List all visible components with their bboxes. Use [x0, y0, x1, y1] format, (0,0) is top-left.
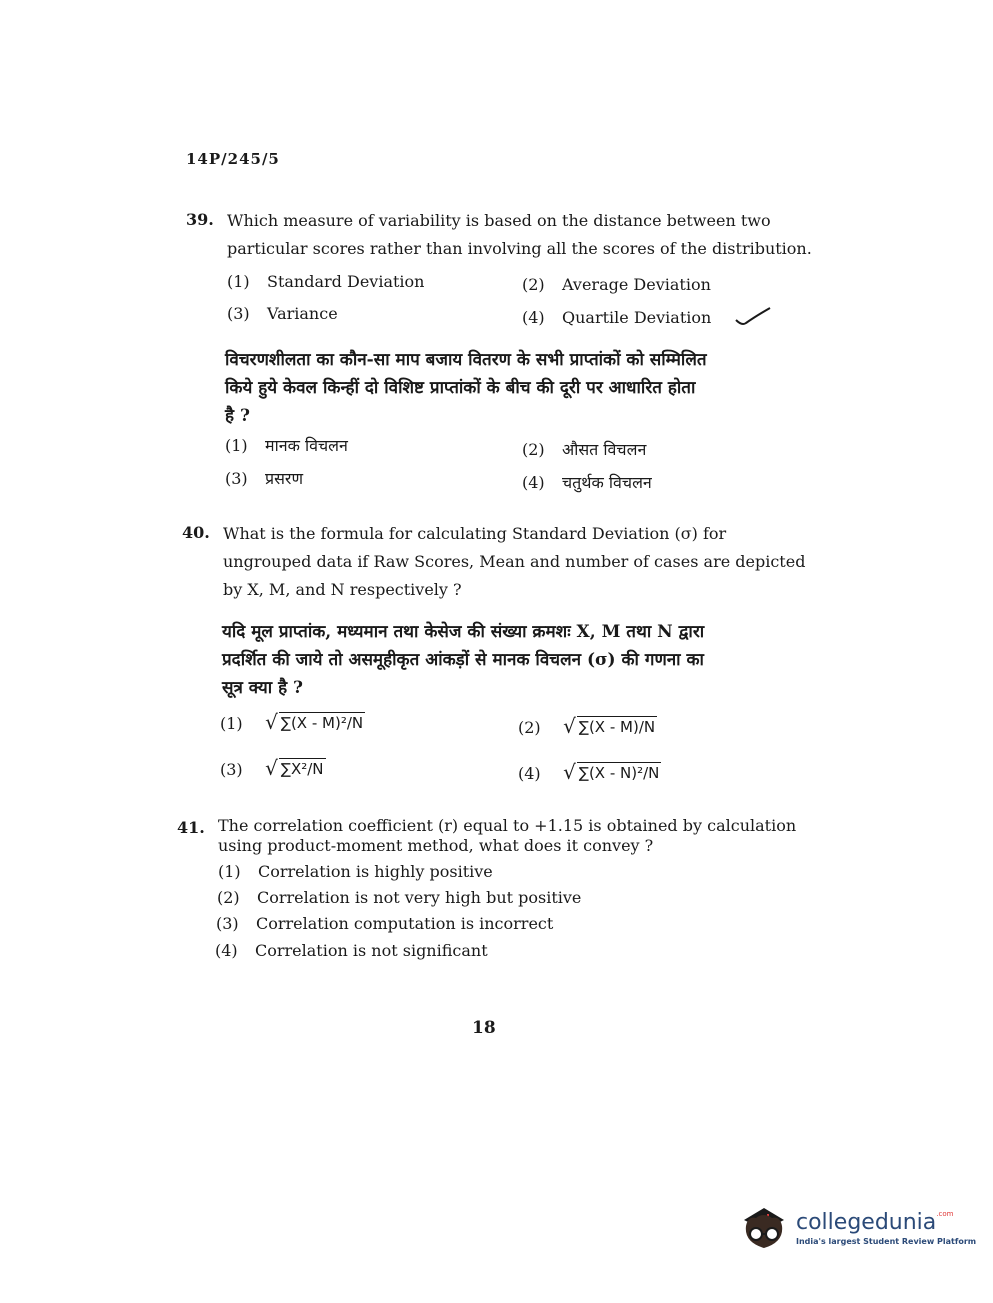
- q39-option-1[interactable]: [227, 272, 424, 291]
- option-number: (2): [518, 718, 541, 737]
- option-number: (3): [225, 469, 248, 488]
- q39-hindi-option-4[interactable]: [522, 471, 652, 493]
- formula-text: ∑(X - M)²/N: [280, 714, 364, 732]
- option-number: (2): [522, 440, 545, 459]
- option-formula: [265, 712, 365, 732]
- q41-option-2[interactable]: [217, 888, 581, 907]
- q39-text-line: Which measure of variability is based on the distance between two: [227, 211, 771, 230]
- option-number: (2): [217, 888, 240, 907]
- q39-option-4[interactable]: [522, 308, 711, 327]
- option-label: Variance: [267, 304, 338, 323]
- sqrt-icon: √: [563, 760, 576, 784]
- formula-text: ∑(X - N)²/N: [578, 764, 660, 782]
- option-number: (4): [522, 473, 545, 492]
- logo-text: [796, 1210, 976, 1246]
- option-label: Correlation is not very high but positive: [257, 888, 582, 907]
- q40-hindi-line: यदि मूल प्राप्तांक, मध्यमान तथा केसेज की संख्या क्रमशः X, M तथा N द्वारा: [222, 622, 705, 642]
- q39-hindi-line: किये हुये केवल किन्हीं दो विशिष्ट प्राप्तांकों के बीच की दूरी पर आधारित होता: [225, 378, 696, 398]
- q40-text: [223, 520, 815, 604]
- q39-hindi-option-1[interactable]: [225, 434, 348, 456]
- q39-option-2[interactable]: [522, 275, 711, 294]
- q39-hindi-line: विचरणशीलता का कौन-सा माप बजाय वितरण के सभी प्राप्तांकों को सम्मिलित: [225, 350, 707, 370]
- q39-option-3[interactable]: [227, 304, 338, 323]
- paper-code: 14P/245/5: [186, 150, 280, 168]
- q41-option-4[interactable]: [215, 941, 488, 960]
- q39-text-line: particular scores rather than involving all the scores of the distribution.: [227, 239, 812, 258]
- q41-number: 41.: [177, 818, 205, 837]
- option-number: (1): [220, 714, 243, 733]
- option-label: औसत विचलन: [562, 440, 647, 459]
- q39-number: 39.: [186, 210, 214, 229]
- checkmark-icon: [734, 306, 774, 328]
- option-number: (3): [227, 304, 250, 323]
- option-number: (4): [215, 941, 238, 960]
- option-number: (3): [216, 914, 239, 933]
- option-label: Correlation is highly positive: [258, 862, 493, 881]
- q39-hindi-option-2[interactable]: [522, 438, 646, 460]
- option-number: (2): [522, 275, 545, 294]
- option-label: चतुर्थक विचलन: [562, 473, 652, 492]
- formula-text: ∑(X - M)/N: [578, 718, 656, 736]
- brand-text: collegedunia: [796, 1210, 937, 1235]
- q39-hindi-option-3[interactable]: [225, 467, 303, 489]
- q41-text-line: The correlation coefficient (r) equal to +1.15 is obtained by calculation: [218, 816, 797, 835]
- option-formula: [265, 758, 325, 778]
- option-number: (4): [518, 764, 541, 783]
- mascot-icon: [738, 1200, 790, 1256]
- brand-tagline: India's largest Student Review Platform: [796, 1237, 977, 1246]
- q40-text-line: ungrouped data if Raw Scores, Mean and number of cases are depicted: [223, 552, 806, 571]
- option-label: Quartile Deviation: [562, 308, 712, 327]
- q40-option-2[interactable]: [518, 716, 657, 737]
- option-label: मानक विचलन: [265, 436, 348, 455]
- q40-hindi-text: [222, 618, 814, 702]
- option-number: (1): [218, 862, 241, 881]
- option-label: Average Deviation: [562, 275, 711, 294]
- q40-hindi-line: सूत्र क्या है ?: [222, 678, 303, 698]
- q40-text-line: by X, M, and N respectively ?: [223, 580, 462, 599]
- sqrt-icon: √: [265, 710, 278, 734]
- page-number: 18: [472, 1018, 496, 1038]
- option-number: (1): [225, 436, 248, 455]
- q41-text: [218, 816, 818, 856]
- q39-hindi-line: है ?: [225, 406, 250, 426]
- sqrt-icon: √: [265, 756, 278, 780]
- option-formula: [563, 716, 657, 736]
- q39-text: [227, 207, 817, 263]
- sqrt-icon: √: [563, 714, 576, 738]
- brand-name: [796, 1210, 976, 1235]
- q40-option-4[interactable]: [518, 762, 661, 783]
- option-number: (3): [220, 760, 243, 779]
- q40-number: 40.: [182, 523, 210, 542]
- q40-option-1[interactable]: [220, 712, 365, 733]
- q41-option-1[interactable]: [218, 862, 493, 881]
- option-number: (1): [227, 272, 250, 291]
- brand-suffix: .com: [936, 1210, 954, 1218]
- q40-option-3[interactable]: [220, 758, 326, 779]
- formula-text: ∑X²/N: [280, 760, 324, 778]
- q41-text-line: using product-moment method, what does it convey ?: [218, 836, 654, 855]
- q40-hindi-line: प्रदर्शित की जाये तो असमूहीकृत आंकड़ों से मानक विचलन (σ) की गणना का: [222, 650, 704, 670]
- option-number: (4): [522, 308, 545, 327]
- option-label: Standard Deviation: [267, 272, 425, 291]
- option-label: प्रसरण: [265, 469, 304, 488]
- option-label: Correlation computation is incorrect: [256, 914, 554, 933]
- collegedunia-logo: [738, 1200, 976, 1256]
- q41-option-3[interactable]: [216, 914, 553, 933]
- option-formula: [563, 762, 661, 782]
- q39-hindi-text: [225, 346, 815, 430]
- option-label: Correlation is not significant: [255, 941, 488, 960]
- q40-text-line: What is the formula for calculating Standard Deviation (σ) for: [223, 524, 727, 543]
